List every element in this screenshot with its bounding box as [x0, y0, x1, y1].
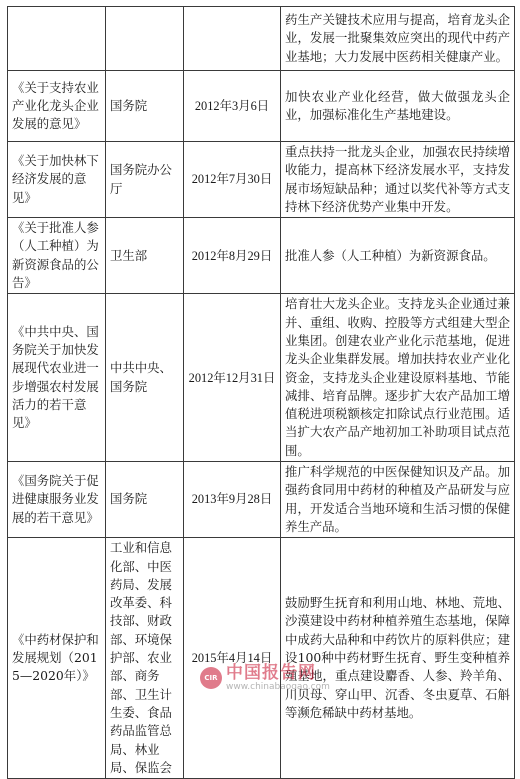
- issuer-cell: 中共中央、国务院: [106, 294, 184, 462]
- table-row: [8, 7, 515, 71]
- date-cell: [184, 7, 281, 71]
- policy-name-cell: 《关于批准人参（人工种植）为新资源食品的公告》: [8, 218, 106, 294]
- policy-name-cell: 《国务院关于促进健康服务业发展的若干意见》: [8, 462, 106, 538]
- date-cell: 2012年8月29日: [184, 218, 281, 294]
- date-cell: 2013年9月28日: [184, 462, 281, 538]
- content-cell: 药生产关键技术应用与提高，培育龙头企业，发展一批聚集效应突出的现代中药产业基地；大力发展中医药相关健康产业。: [281, 7, 515, 71]
- issuer-cell: 卫生部: [106, 218, 184, 294]
- watermark-url: www.chinabaogao.com: [226, 681, 330, 692]
- table-row: [8, 142, 515, 218]
- content-cell: 加快农业产业化经营，做大做强龙头企业，加强标准化生产基地建设。: [281, 71, 515, 142]
- date-cell: 2012年7月30日: [184, 142, 281, 218]
- watermark-site-name: 中国报告网: [226, 662, 316, 683]
- policy-table: [7, 6, 515, 779]
- issuer-cell: 国务院办公厅: [106, 142, 184, 218]
- policy-name-cell: 《中共中央、国务院关于加快发展现代农业进一步增强农村发展活力的若干意见》: [8, 294, 106, 462]
- content-cell: 重点扶持一批龙头企业，加强农民持续增收能力，提高林下经济发展水平，支持发展市场短缺品种；通过以奖代补等方式支持林下经济优势产业集中开发。: [281, 142, 515, 218]
- content-cell: 批准人参（人工种植）为新资源食品。: [281, 218, 515, 294]
- table-row: [8, 71, 515, 142]
- issuer-cell: 国务院: [106, 462, 184, 538]
- date-cell: 2012年3月6日: [184, 71, 281, 142]
- content-cell: 鼓励野生抚育和利用山地、林地、荒地、沙漠建设中药材种植养殖生态基地，保障中成药大品种和中药饮片的原料供应；建设100种中药材野生抚育、野生变种植养殖基地，重点建设麝香、人参、羚羊角、川贝母、穿山甲、沉香、冬虫夏草、石斛等濒危稀缺中药材基地。: [281, 538, 515, 779]
- date-cell: 2015年4月14日: [184, 538, 281, 779]
- table-row: [8, 218, 515, 294]
- content-cell: 推广科学规范的中医保健知识及产品。加强药食同用中药材的种植及产品研发与应用，开发适合当地环境和生活习惯的保健养生产品。: [281, 462, 515, 538]
- table-row: [8, 294, 515, 462]
- issuer-cell: 国务院: [106, 71, 184, 142]
- table-row: [8, 462, 515, 538]
- policy-name-cell: 《中药材保护和发展规划（2015—2020年）》: [8, 538, 106, 779]
- issuer-cell: 工业和信息化部、中医药局、发展改革委、科技部、财政部、环境保护部、农业部、商务部、卫生计生委、食品药品监管总局、林业局、保监会: [106, 538, 184, 779]
- date-cell: 2012年12月31日: [184, 294, 281, 462]
- content-cell: 培育壮大龙头企业。支持龙头企业通过兼并、重组、收购、控股等方式组建大型企业集团。创建农业产业化示范基地，促进龙头企业集群发展。增加扶持农业产业化资金，支持龙头企业建设原料基地、节能减排、培育品牌。逐步扩大农产品加工增值税进项税额核定扣除试点行业范围。适当扩大农产品产地初加工补助项目试点范围。: [281, 294, 515, 462]
- issuer-cell: [106, 7, 184, 71]
- policy-name-cell: 《关于加快林下经济发展的意见》: [8, 142, 106, 218]
- logo-text: CIR: [204, 674, 218, 682]
- policy-name-cell: 《关于支持农业产业化龙头企业发展的意见》: [8, 71, 106, 142]
- table-row: [8, 538, 515, 779]
- policy-name-cell: [8, 7, 106, 71]
